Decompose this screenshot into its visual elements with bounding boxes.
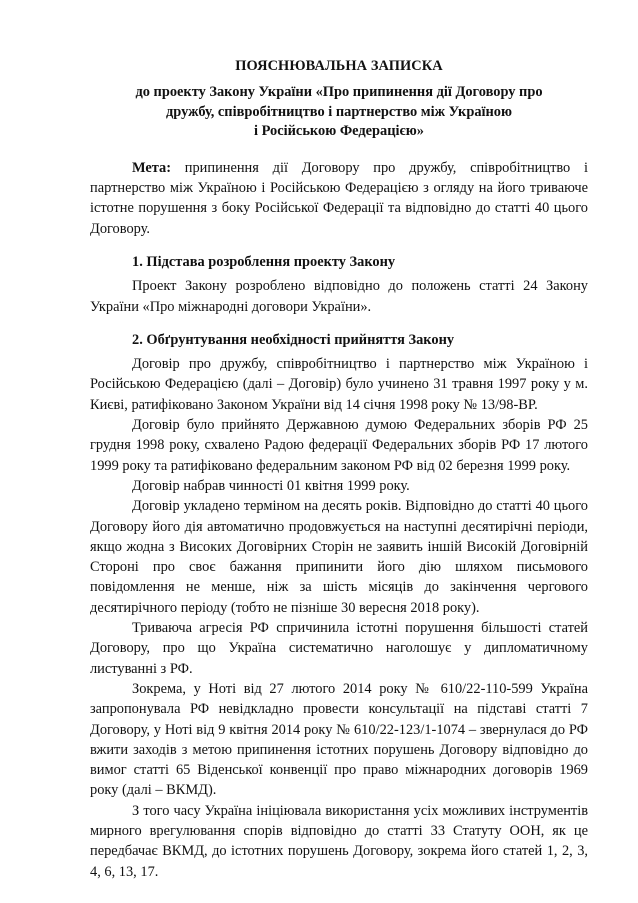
section-2-paragraph: Договір укладено терміном на десять років. Відповідно до статті 40 цього Договору його дія автоматично продовжується на наступні десятирічні періоди, якщо жодна з Високих Договірних Сторін не заявить іншій Високій Договірній Стороні про своє бажання припинити його дію шляхом письмового повідомлення не менше, ніж за шість місяців до закінчення чергового десятирічного періоду (тобто не пізніше 30 вересня 2018 року). <box>90 498 588 616</box>
subtitle-line: і Російською Федерацією» <box>254 123 424 140</box>
section-1-paragraph: Проект Закону розроблено відповідно до положень статті 24 Закону України «Про міжнародні договори України». <box>90 278 588 315</box>
section-2-paragraph: Триваюча агресія РФ спричинила істотні порушення більшості статей Договору, про що Україна систематично наголошує у дипломатичному листуванні з РФ. <box>90 620 588 677</box>
document-subtitle <box>90 83 588 142</box>
subtitle-line: дружбу, співробітництво і партнерство між Україною <box>165 103 512 120</box>
document-title: ПОЯСНЮВАЛЬНА ЗАПИСКА <box>235 58 443 74</box>
section-2-paragraph: Договір було прийнято Державною думою Федеральних зборів РФ 25 грудня 1998 року, схвалено Радою федерації Федеральних зборів РФ 17 лютого 1999 року та ратифіковано федеральним законом РФ від 02 березня 1999 року. <box>90 417 588 474</box>
section-2-paragraph: Зокрема, у Ноті від 27 лютого 2014 року № 610/22-110-599 Україна запропонувала РФ невідкладно провести консультації на підставі статті 7 Договору, у Ноті від 9 квітня 2014 року № 610/22-123/1-1074 – звернулася до РФ вжити заходів з метою припинення істотних порушень Договору відповідно до вимог статті 65 Віденської конвенції про право міжнародних договорів 1969 року (далі – ВКМД). <box>90 680 588 799</box>
purpose-label: Мета: <box>132 159 172 176</box>
subtitle-line: до проекту Закону України «Про припинення дії Договору про <box>135 84 543 101</box>
purpose-text: припинення дії Договору про дружбу, співробітництво і партнерство між Україною і Російською Федерацією з огляду на його триваюче істотне порушення з боку Російської Федерації та відповідно до статті 40 цього Договору. <box>90 159 588 237</box>
section-2-paragraph: З того часу Україна ініціювала використання усіх можливих інструментів мирного врегулювання спорів відповідно до статті 33 Статуту ООН, як це передбачає ВКМД, до істотних порушень Договору, зокрема його статей 1, 2, 3, 4, 6, 13, 17. <box>90 802 588 880</box>
section-2-heading: 2. Обґрунтування необхідності прийняття Закону <box>132 331 455 348</box>
section-2-paragraph: Договір про дружбу, співробітництво і партнерство між Україною і Російською Федерацією (далі – Договір) було учинено 31 травня 1997 року у м. Києві, ратифіковано Законом України від 14 січня 1998 року № 13/98-ВР. <box>90 356 588 413</box>
purpose-paragraph <box>90 158 588 239</box>
section-2-paragraph: Договір набрав чинності 01 квітня 1999 року. <box>132 477 410 494</box>
section-1-heading: 1. Підстава розроблення проекту Закону <box>132 253 396 270</box>
